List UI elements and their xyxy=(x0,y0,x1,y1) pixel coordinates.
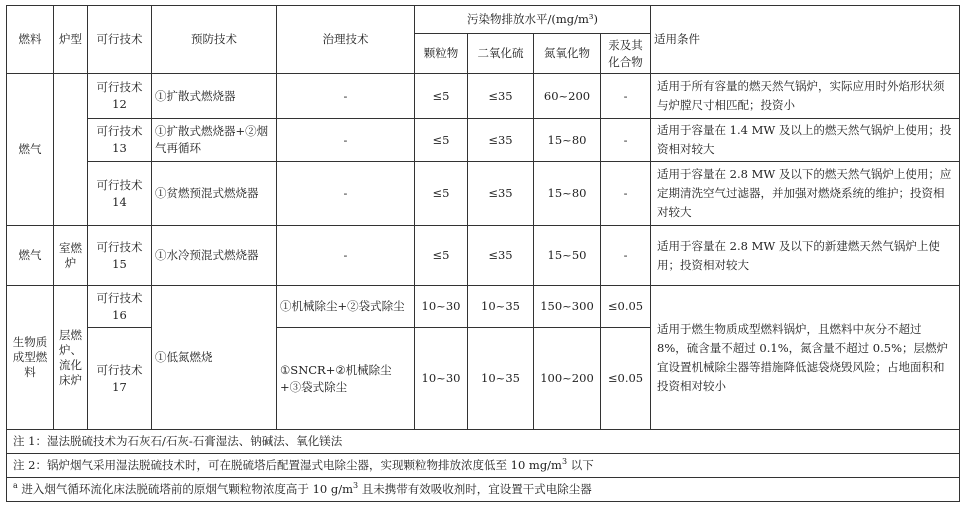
cell-treatment: - xyxy=(277,162,415,226)
note-1: 注 1：湿法脱硫技术为石灰石/石灰-石膏湿法、钠碱法、氧化镁法 xyxy=(7,430,960,454)
cell-prevention: ①水冷预混式燃烧器 xyxy=(152,226,277,286)
cell-tech: 可行技术 12 xyxy=(88,74,152,119)
cell-prevention: ①低氮燃烧 xyxy=(152,286,277,430)
cell-nox: 15~80 xyxy=(534,119,601,162)
note-row xyxy=(7,430,960,454)
header-pm: 颗粒物 xyxy=(415,34,468,74)
note-3-marker: a xyxy=(13,481,18,491)
header-fuel: 燃料 xyxy=(7,6,54,74)
cell-hg: - xyxy=(601,119,651,162)
table-wrapper xyxy=(6,5,959,502)
cell-treatment: - xyxy=(277,226,415,286)
header-furnace: 炉型 xyxy=(54,6,88,74)
table-row xyxy=(7,162,960,226)
table-row xyxy=(7,74,960,119)
cell-conditions: 适用于容量在 1.4 MW 及以上的燃天然气锅炉上使用；投资相对较大 xyxy=(651,119,960,162)
cell-prevention: ①贫燃预混式燃烧器 xyxy=(152,162,277,226)
note-3 xyxy=(7,478,960,502)
header-so2: 二氧化硫 xyxy=(468,34,534,74)
cell-so2: ≤35 xyxy=(468,74,534,119)
note-2 xyxy=(7,454,960,478)
cell-so2: ≤35 xyxy=(468,226,534,286)
cell-hg: ≤0.05 xyxy=(601,328,651,430)
header-nox: 氮氧化物 xyxy=(534,34,601,74)
cell-nox: 100~200 xyxy=(534,328,601,430)
cell-tech: 可行技术 14 xyxy=(88,162,152,226)
cell-so2: ≤35 xyxy=(468,162,534,226)
note-3-superscript: 3 xyxy=(353,481,359,491)
table-row xyxy=(7,286,960,328)
header-treatment: 治理技术 xyxy=(277,6,415,74)
feasible-technology-table xyxy=(6,5,960,502)
header-prevention: 预防技术 xyxy=(152,6,277,74)
cell-so2: 10~35 xyxy=(468,328,534,430)
header-emission-group: 污染物排放水平/(mg/m³) xyxy=(415,6,651,34)
cell-nox: 60~200 xyxy=(534,74,601,119)
cell-tech: 可行技术 16 xyxy=(88,286,152,328)
header-row-1 xyxy=(7,6,960,34)
cell-treatment: ①SNCR+②机械除尘+③袋式除尘 xyxy=(277,328,415,430)
cell-conditions: 适用于容量在 2.8 MW 及以下的燃天然气锅炉上使用；应定期清洗空气过滤器，并加强对燃烧系统的维护；投资相对较大 xyxy=(651,162,960,226)
header-tech: 可行技术 xyxy=(88,6,152,74)
cell-pm: ≤5 xyxy=(415,74,468,119)
cell-hg: - xyxy=(601,226,651,286)
cell-conditions: 适用于所有容量的燃天然气锅炉，实际应用时外焰形状须与炉膛尺寸相匹配；投资小 xyxy=(651,74,960,119)
cell-prevention: ①扩散式燃烧器 xyxy=(152,74,277,119)
cell-fuel: 燃气 xyxy=(7,74,54,226)
cell-hg: - xyxy=(601,74,651,119)
header-conditions: 适用条件 xyxy=(651,6,960,74)
cell-fuel: 生物质成型燃料 xyxy=(7,286,54,430)
cell-pm: 10~30 xyxy=(415,328,468,430)
note-row xyxy=(7,454,960,478)
cell-furnace xyxy=(54,74,88,226)
table-row xyxy=(7,226,960,286)
cell-so2: 10~35 xyxy=(468,286,534,328)
note-3-text: 进入烟气循环流化床法脱硫塔前的原烟气颗粒物浓度高于 10 g/m xyxy=(17,482,354,496)
cell-conditions: 适用于燃生物质成型燃料锅炉，且燃料中灰分不超过 8%，硫含量不超过 0.1%，氮含量不超过 0.5%；层燃炉宜设置机械除尘器等措施降低滤袋烧毁风险；占地面积和投资相对较小 xyxy=(651,286,960,430)
cell-nox: 15~80 xyxy=(534,162,601,226)
cell-nox: 150~300 xyxy=(534,286,601,328)
cell-furnace: 室燃炉 xyxy=(54,226,88,286)
note-2-tail: 以下 xyxy=(567,458,594,472)
note-3-tail: 且未携带有效吸收剂时，宜设置干式电除尘器 xyxy=(358,482,592,496)
cell-tech: 可行技术 17 xyxy=(88,328,152,430)
cell-conditions: 适用于容量在 2.8 MW 及以下的新建燃天然气锅炉上使用；投资相对较大 xyxy=(651,226,960,286)
cell-pm: ≤5 xyxy=(415,226,468,286)
cell-treatment: - xyxy=(277,119,415,162)
note-row xyxy=(7,478,960,502)
cell-fuel: 燃气 xyxy=(7,226,54,286)
cell-treatment: ①机械除尘+②袋式除尘 xyxy=(277,286,415,328)
cell-so2: ≤35 xyxy=(468,119,534,162)
cell-pm: ≤5 xyxy=(415,119,468,162)
cell-pm: 10~30 xyxy=(415,286,468,328)
cell-nox: 15~50 xyxy=(534,226,601,286)
header-hg: 汞及其化合物 xyxy=(601,34,651,74)
note-2-text: 注 2：锅炉烟气采用湿法脱硫技术时，可在脱硫塔后配置湿式电除尘器，实现颗粒物排放浓度低至 10 mg/m xyxy=(13,458,562,472)
cell-tech: 可行技术 13 xyxy=(88,119,152,162)
cell-hg: - xyxy=(601,162,651,226)
note-2-superscript: 3 xyxy=(561,457,568,467)
cell-prevention: ①扩散式燃烧器+②烟气再循环 xyxy=(152,119,277,162)
cell-furnace: 层燃炉、流化床炉 xyxy=(54,286,88,430)
cell-pm: ≤5 xyxy=(415,162,468,226)
cell-tech: 可行技术 15 xyxy=(88,226,152,286)
cell-treatment: - xyxy=(277,74,415,119)
cell-hg: ≤0.05 xyxy=(601,286,651,328)
table-row xyxy=(7,119,960,162)
